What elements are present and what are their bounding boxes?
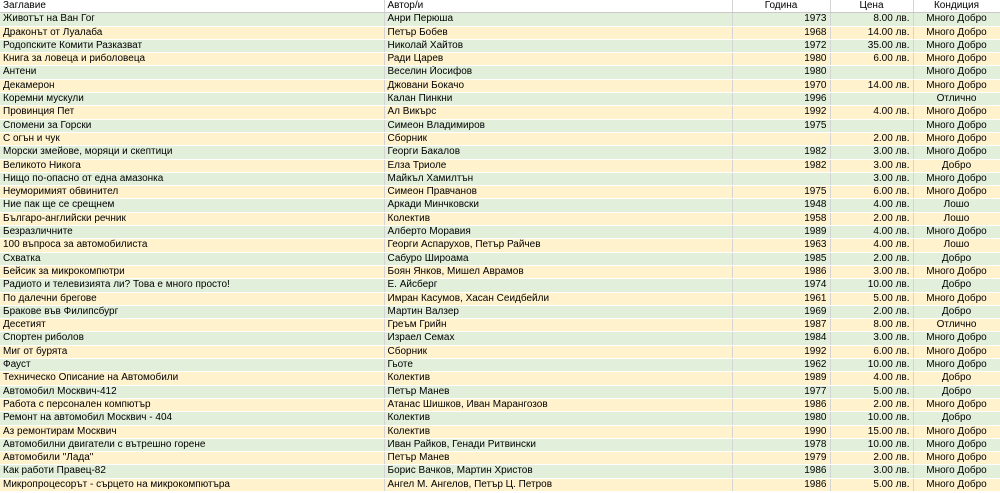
header-price[interactable]: Цена [830,0,913,13]
cell-title[interactable]: Радиото и телевизията ли? Това е много просто! [0,279,384,292]
cell-title[interactable]: Фауст [0,359,384,372]
cell-year[interactable]: 1977 [732,385,830,398]
cell-price[interactable]: 14.00 лв. [830,79,913,92]
cell-author[interactable]: Николай Хайтов [384,39,732,52]
cell-year[interactable]: 1986 [732,478,830,491]
table-row [0,106,1000,119]
table-row [0,93,1000,106]
cell-price[interactable]: 4.00 лв. [830,372,913,385]
cell-condition[interactable]: Добро [913,412,1000,425]
cell-price[interactable]: 6.00 лв. [830,345,913,358]
cell-title[interactable]: Бейсик за микрокомпютри [0,265,384,278]
cell-condition[interactable]: Добро [913,252,1000,265]
cell-author[interactable]: Петър Манев [384,452,732,465]
cell-year[interactable]: 1963 [732,239,830,252]
table-row [0,186,1000,199]
cell-price[interactable]: 6.00 лв. [830,53,913,66]
cell-title[interactable]: Автомобилни двигатели с вътрешно горене [0,438,384,451]
table-row [0,398,1000,411]
cell-author[interactable]: Симеон Владимиров [384,119,732,132]
cell-author[interactable]: Ангел М. Ангелов, Петър Ц. Петров [384,478,732,491]
cell-title[interactable]: Ремонт на автомобил Москвич - 404 [0,412,384,425]
cell-condition[interactable]: Много Добро [913,359,1000,372]
table-row [0,172,1000,185]
header-condition[interactable]: Кондиция [913,0,1000,13]
cell-author[interactable]: Е. Айсберг [384,279,732,292]
cell-author[interactable]: Имран Касумов, Хасан Сеидбейли [384,292,732,305]
cell-author[interactable]: Боян Янков, Мишел Аврамов [384,265,732,278]
table-row [0,53,1000,66]
cell-title[interactable]: 100 въпроса за автомобилиста [0,239,384,252]
table-row [0,465,1000,478]
cell-condition[interactable]: Много Добро [913,172,1000,185]
cell-title[interactable]: Работа с персонален компютър [0,398,384,411]
cell-title[interactable]: Техническо Описание на Автомобили [0,372,384,385]
cell-condition[interactable]: Много Добро [913,398,1000,411]
table-row [0,199,1000,212]
cell-year[interactable]: 1986 [732,265,830,278]
cell-condition[interactable]: Много Добро [913,26,1000,39]
cell-year[interactable]: 1982 [732,146,830,159]
cell-author[interactable]: Колектив [384,412,732,425]
cell-condition[interactable]: Много Добро [913,119,1000,132]
cell-condition[interactable]: Много Добро [913,132,1000,145]
cell-author[interactable]: Джовани Бокачо [384,79,732,92]
cell-year[interactable]: 1962 [732,359,830,372]
cell-price[interactable]: 10.00 лв. [830,438,913,451]
cell-title[interactable]: Ние пак ще се срещнем [0,199,384,212]
cell-title[interactable]: Автомобил Москвич-412 [0,385,384,398]
cell-condition[interactable]: Лошо [913,239,1000,252]
cell-price[interactable]: 2.00 лв. [830,452,913,465]
cell-title[interactable]: Спомени за Горски [0,119,384,132]
table-row [0,478,1000,491]
cell-author[interactable]: Георги Бакалов [384,146,732,159]
table-row [0,132,1000,145]
cell-title[interactable]: Неуморимият обвинител [0,186,384,199]
cell-title[interactable]: Спортен риболов [0,332,384,345]
table-row [0,452,1000,465]
cell-author[interactable]: Петър Бобев [384,26,732,39]
cell-condition[interactable]: Много Добро [913,39,1000,52]
cell-condition[interactable]: Отлично [913,319,1000,332]
cell-year[interactable]: 1978 [732,438,830,451]
cell-condition[interactable]: Много Добро [913,292,1000,305]
table-row [0,438,1000,451]
table-row [0,39,1000,52]
cell-price[interactable]: 3.00 лв. [830,146,913,159]
cell-condition[interactable]: Лошо [913,212,1000,225]
cell-year[interactable]: 1973 [732,13,830,26]
table-row [0,292,1000,305]
cell-year[interactable]: 1969 [732,305,830,318]
cell-year[interactable]: 1992 [732,345,830,358]
cell-author[interactable]: Мартин Валзер [384,305,732,318]
cell-year[interactable]: 1961 [732,292,830,305]
cell-price[interactable]: 2.00 лв. [830,305,913,318]
cell-title[interactable]: Как работи Правец-82 [0,465,384,478]
table-row [0,359,1000,372]
cell-year[interactable]: 1970 [732,79,830,92]
table-row [0,226,1000,239]
table-row [0,119,1000,132]
cell-price[interactable]: 3.00 лв. [830,332,913,345]
cell-author[interactable]: Елза Триоле [384,159,732,172]
cell-author[interactable]: Израел Семах [384,332,732,345]
cell-condition[interactable]: Много Добро [913,79,1000,92]
cell-condition[interactable]: Отлично [913,93,1000,106]
cell-author[interactable]: Гьоте [384,359,732,372]
cell-year[interactable]: 1987 [732,319,830,332]
cell-price[interactable]: 4.00 лв. [830,226,913,239]
cell-year[interactable]: 1982 [732,159,830,172]
cell-title[interactable]: Българо-английски речник [0,212,384,225]
cell-title[interactable]: Книга за ловеца и риболовеца [0,53,384,66]
cell-year[interactable]: 1972 [732,39,830,52]
cell-year[interactable]: 1968 [732,26,830,39]
cell-condition[interactable]: Добро [913,305,1000,318]
cell-price[interactable]: 10.00 лв. [830,279,913,292]
cell-title[interactable]: Десетият [0,319,384,332]
cell-year[interactable]: 1992 [732,106,830,119]
cell-year[interactable]: 1989 [732,372,830,385]
cell-price[interactable]: 2.00 лв. [830,212,913,225]
cell-author[interactable]: Веселин Йосифов [384,66,732,79]
cell-condition[interactable]: Много Добро [913,66,1000,79]
cell-year[interactable] [732,172,830,185]
cell-title[interactable]: Автомобили "Лада" [0,452,384,465]
cell-author[interactable]: Ради Царев [384,53,732,66]
cell-title[interactable]: Декамерон [0,79,384,92]
cell-condition[interactable]: Много Добро [913,438,1000,451]
cell-price[interactable]: 10.00 лв. [830,412,913,425]
cell-title[interactable]: Микропроцесорът - сърцето на микрокомпютъра [0,478,384,491]
cell-title[interactable]: Животът на Ван Гог [0,13,384,26]
table-row [0,412,1000,425]
cell-title[interactable]: Аз ремонтирам Москвич [0,425,384,438]
cell-condition[interactable]: Много Добро [913,53,1000,66]
table-row [0,26,1000,39]
cell-price[interactable] [830,66,913,79]
cell-year[interactable]: 1979 [732,452,830,465]
cell-author[interactable]: Сабуро Широама [384,252,732,265]
cell-condition[interactable]: Лошо [913,199,1000,212]
cell-title[interactable]: Провинция Пет [0,106,384,119]
cell-condition[interactable]: Много Добро [913,146,1000,159]
cell-author[interactable]: Анри Перюша [384,13,732,26]
cell-title[interactable]: Драконът от Луалаба [0,26,384,39]
header-year[interactable]: Година [732,0,830,13]
table-body [0,13,1000,492]
cell-condition[interactable]: Добро [913,159,1000,172]
table-row [0,212,1000,225]
cell-price[interactable]: 4.00 лв. [830,199,913,212]
cell-author[interactable]: Сборник [384,132,732,145]
cell-year[interactable]: 1980 [732,53,830,66]
cell-condition[interactable]: Много Добро [913,226,1000,239]
header-row [0,0,1000,13]
table-row [0,332,1000,345]
cell-title[interactable]: По далечни брегове [0,292,384,305]
cell-price[interactable]: 5.00 лв. [830,292,913,305]
cell-price[interactable]: 10.00 лв. [830,359,913,372]
cell-title[interactable]: Нищо по-опасно от една амазонка [0,172,384,185]
cell-condition[interactable]: Много Добро [913,13,1000,26]
table-row [0,372,1000,385]
table-row [0,279,1000,292]
header-author[interactable]: Автор/и [384,0,732,13]
cell-title[interactable]: Коремни мускули [0,93,384,106]
cell-price[interactable]: 3.00 лв. [830,159,913,172]
table-row [0,345,1000,358]
cell-price[interactable]: 8.00 лв. [830,13,913,26]
cell-price[interactable] [830,119,913,132]
cell-year[interactable]: 1986 [732,465,830,478]
cell-year[interactable]: 1990 [732,425,830,438]
cell-author[interactable]: Иван Райков, Генади Ритвински [384,438,732,451]
cell-author[interactable]: Колектив [384,212,732,225]
cell-condition[interactable]: Добро [913,385,1000,398]
cell-price[interactable]: 4.00 лв. [830,239,913,252]
cell-author[interactable]: Греъм Грийн [384,319,732,332]
header-title[interactable]: Заглавие [0,0,384,13]
table-row [0,252,1000,265]
cell-condition[interactable]: Много Добро [913,465,1000,478]
cell-price[interactable]: 2.00 лв. [830,252,913,265]
cell-condition[interactable]: Много Добро [913,186,1000,199]
cell-condition[interactable]: Много Добро [913,332,1000,345]
table-row [0,385,1000,398]
cell-price[interactable]: 14.00 лв. [830,26,913,39]
cell-author[interactable]: Симеон Правчанов [384,186,732,199]
cell-price[interactable]: 3.00 лв. [830,172,913,185]
cell-title[interactable]: Миг от бурята [0,345,384,358]
cell-title[interactable]: С огън и чук [0,132,384,145]
cell-author[interactable]: Сборник [384,345,732,358]
cell-condition[interactable]: Много Добро [913,478,1000,491]
table-row [0,319,1000,332]
cell-year[interactable]: 1986 [732,398,830,411]
cell-condition[interactable]: Много Добро [913,345,1000,358]
cell-author[interactable]: Калан Пинкни [384,93,732,106]
cell-title[interactable]: Схватка [0,252,384,265]
cell-price[interactable]: 35.00 лв. [830,39,913,52]
cell-title[interactable]: Родопските Комити Разказват [0,39,384,52]
cell-price[interactable] [830,93,913,106]
table-row [0,79,1000,92]
cell-price[interactable]: 3.00 лв. [830,465,913,478]
cell-year[interactable] [732,132,830,145]
cell-title[interactable]: Великото Никога [0,159,384,172]
cell-price[interactable]: 4.00 лв. [830,106,913,119]
cell-condition[interactable]: Много Добро [913,452,1000,465]
table-row [0,425,1000,438]
table-row [0,66,1000,79]
cell-price[interactable]: 3.00 лв. [830,265,913,278]
cell-author[interactable]: Алберто Моравия [384,226,732,239]
cell-condition[interactable]: Добро [913,372,1000,385]
table-row [0,305,1000,318]
cell-title[interactable]: Антени [0,66,384,79]
table-row [0,265,1000,278]
cell-price[interactable]: 15.00 лв. [830,425,913,438]
cell-year[interactable]: 1980 [732,66,830,79]
cell-year[interactable]: 1958 [732,212,830,225]
cell-author[interactable]: Атанас Шишков, Иван Марангозов [384,398,732,411]
cell-condition[interactable]: Много Добро [913,106,1000,119]
cell-title[interactable]: Безразличните [0,226,384,239]
cell-author[interactable]: Колектив [384,425,732,438]
cell-year[interactable]: 1985 [732,252,830,265]
cell-price[interactable]: 2.00 лв. [830,398,913,411]
cell-price[interactable]: 6.00 лв. [830,186,913,199]
cell-author[interactable]: Борис Вачков, Мартин Христов [384,465,732,478]
cell-year[interactable]: 1989 [732,226,830,239]
table-row [0,159,1000,172]
cell-author[interactable]: Ал Викърс [384,106,732,119]
table-row [0,13,1000,26]
cell-price[interactable]: 5.00 лв. [830,478,913,491]
cell-year[interactable]: 1948 [732,199,830,212]
cell-condition[interactable]: Много Добро [913,425,1000,438]
cell-title[interactable]: Бракове във Филипсбург [0,305,384,318]
table-row [0,239,1000,252]
cell-author[interactable]: Петър Манев [384,385,732,398]
cell-year[interactable]: 1996 [732,93,830,106]
cell-author[interactable]: Аркади Минчковски [384,199,732,212]
cell-year[interactable]: 1974 [732,279,830,292]
cell-author[interactable]: Колектив [384,372,732,385]
cell-price[interactable]: 2.00 лв. [830,132,913,145]
cell-author[interactable]: Майкъл Хамилтън [384,172,732,185]
cell-year[interactable]: 1975 [732,119,830,132]
cell-author[interactable]: Георги Аспарухов, Петър Райчев [384,239,732,252]
cell-price[interactable]: 5.00 лв. [830,385,913,398]
cell-condition[interactable]: Много Добро [913,265,1000,278]
cell-price[interactable]: 8.00 лв. [830,319,913,332]
table-row [0,146,1000,159]
cell-year[interactable]: 1975 [732,186,830,199]
cell-year[interactable]: 1980 [732,412,830,425]
cell-title[interactable]: Морски змейове, моряци и скептици [0,146,384,159]
cell-condition[interactable]: Добро [913,279,1000,292]
cell-year[interactable]: 1984 [732,332,830,345]
